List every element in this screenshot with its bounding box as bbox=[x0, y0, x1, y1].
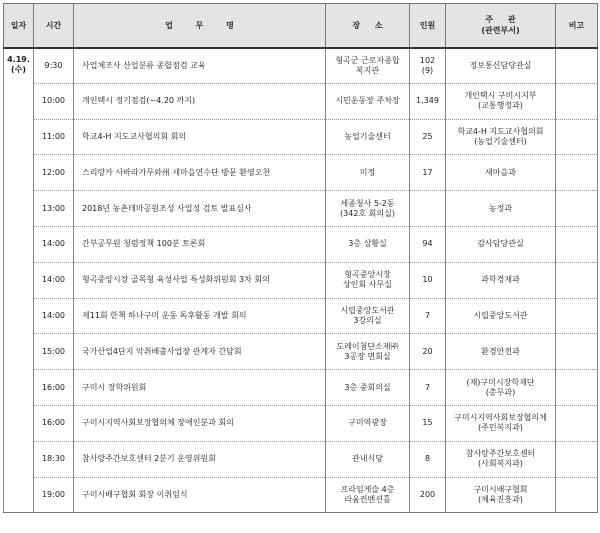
people-cell bbox=[410, 477, 446, 513]
task-cell: 2018년 농촌테마공원조성 사업성 검토 발표심사 bbox=[74, 191, 326, 227]
host-line: 참사랑주간보호센터 bbox=[465, 449, 536, 459]
time-cell: 9:30 bbox=[34, 48, 74, 84]
table-row bbox=[4, 48, 598, 84]
host-cell bbox=[446, 226, 556, 262]
note-cell bbox=[556, 334, 598, 370]
task-cell: 스리랑카 사바라가무와州 새마을연수단 방문 환영오찬 bbox=[74, 155, 326, 191]
host-line: (총무과) bbox=[485, 387, 516, 397]
table-row bbox=[4, 441, 598, 477]
header-note: 비고 bbox=[556, 4, 598, 48]
place-cell bbox=[326, 334, 410, 370]
people-line: 25 bbox=[422, 131, 433, 141]
place-line: 구미역광장 bbox=[348, 418, 387, 428]
people-line: (9) bbox=[421, 65, 434, 75]
place-cell bbox=[326, 155, 410, 191]
date-line1: 4.19. bbox=[7, 54, 30, 64]
host-line: 개인택시 구미시지부 bbox=[464, 91, 537, 101]
time-cell: 14:00 bbox=[34, 226, 74, 262]
host-cell bbox=[446, 262, 556, 298]
host-line: 구미시배구협회 bbox=[473, 484, 528, 494]
time-cell: 12:00 bbox=[34, 155, 74, 191]
people-cell bbox=[410, 405, 446, 441]
host-line: 구미시지역사회보장협의체 bbox=[454, 413, 547, 423]
table-row bbox=[4, 405, 598, 441]
time-cell: 16:00 bbox=[34, 405, 74, 441]
host-cell bbox=[446, 477, 556, 513]
host-line: 과학경제과 bbox=[481, 275, 520, 285]
people-cell bbox=[410, 119, 446, 155]
place-line: 3공장 면회실 bbox=[344, 351, 391, 361]
place-cell bbox=[326, 298, 410, 334]
place-line: 농업기술센터 bbox=[344, 131, 391, 141]
host-line: 학교4-H 지도교사협의회 bbox=[457, 126, 544, 136]
table-row bbox=[4, 191, 598, 227]
people-line: 7 bbox=[424, 382, 431, 392]
note-cell bbox=[556, 155, 598, 191]
time-cell: 15:00 bbox=[34, 334, 74, 370]
time-cell: 13:00 bbox=[34, 191, 74, 227]
people-cell bbox=[410, 370, 446, 406]
place-line: 형곡중앙시장 bbox=[344, 270, 391, 280]
place-line: 3층 상황실 bbox=[348, 239, 387, 249]
place-cell bbox=[326, 477, 410, 513]
table-row bbox=[4, 477, 598, 513]
place-cell bbox=[326, 83, 410, 119]
host-cell bbox=[446, 334, 556, 370]
table-row bbox=[4, 226, 598, 262]
people-line: 7 bbox=[424, 310, 431, 320]
host-line: 환경안전과 bbox=[481, 346, 520, 356]
header-task bbox=[74, 4, 326, 48]
host-cell bbox=[446, 191, 556, 227]
people-line: 94 bbox=[422, 239, 433, 249]
table-row bbox=[4, 83, 598, 119]
header-host-label: 주 관 bbox=[485, 15, 522, 25]
task-cell: 국가산업4단지 악취배출사업장 관계자 간담회 bbox=[74, 334, 326, 370]
people-cell bbox=[410, 334, 446, 370]
place-cell bbox=[326, 48, 410, 84]
table-row bbox=[4, 298, 598, 334]
header-people: 인원 bbox=[410, 4, 446, 48]
host-cell bbox=[446, 83, 556, 119]
place-line: 3강의실 bbox=[353, 315, 382, 325]
place-cell bbox=[326, 119, 410, 155]
header-time: 시간 bbox=[34, 4, 74, 48]
note-cell bbox=[556, 477, 598, 513]
header-place bbox=[326, 4, 410, 48]
host-line: (교통행정과) bbox=[478, 101, 523, 111]
table-row bbox=[4, 119, 598, 155]
time-cell: 18:30 bbox=[34, 441, 74, 477]
schedule-table bbox=[3, 3, 598, 513]
host-line: (재)구미시장학재단 bbox=[466, 377, 535, 387]
time-cell: 19:00 bbox=[34, 477, 74, 513]
place-cell bbox=[326, 370, 410, 406]
people-line: 200 bbox=[419, 489, 436, 499]
header-date: 일자 bbox=[4, 4, 34, 48]
people-cell bbox=[410, 191, 446, 227]
people-cell bbox=[410, 155, 446, 191]
place-line: 관내식당 bbox=[352, 454, 383, 464]
note-cell bbox=[556, 405, 598, 441]
note-cell bbox=[556, 83, 598, 119]
table-row bbox=[4, 155, 598, 191]
people-cell bbox=[410, 83, 446, 119]
table-row bbox=[4, 370, 598, 406]
header-task-label: 업 무 명 bbox=[165, 20, 244, 30]
host-cell bbox=[446, 405, 556, 441]
task-cell: 간부공무원 청렴정책 100분 토론회 bbox=[74, 226, 326, 262]
place-line: 프라임게슬 4층 bbox=[340, 484, 395, 494]
header-host bbox=[446, 4, 556, 48]
host-cell bbox=[446, 155, 556, 191]
place-line: (342호 회의실) bbox=[340, 208, 395, 218]
place-line: 시민운동장 주차장 bbox=[335, 96, 400, 106]
time-cell: 16:00 bbox=[34, 370, 74, 406]
place-line: 형곡군 근로자종합 bbox=[335, 55, 400, 65]
note-cell bbox=[556, 119, 598, 155]
place-line: 미정 bbox=[359, 167, 376, 177]
task-cell: 개인택시 정기점검(~4.20 까지) bbox=[74, 83, 326, 119]
host-line: (주민복지과) bbox=[478, 423, 523, 433]
note-cell bbox=[556, 298, 598, 334]
people-cell bbox=[410, 441, 446, 477]
table-header bbox=[4, 4, 598, 48]
people-line: 10 bbox=[422, 275, 433, 285]
task-cell: 제11회 한책 하나구미 운동 독후활동 개발 회의 bbox=[74, 298, 326, 334]
host-line: 정보통신담당관실 bbox=[469, 60, 532, 70]
people-cell bbox=[410, 298, 446, 334]
people-line: 17 bbox=[422, 167, 433, 177]
host-cell bbox=[446, 298, 556, 334]
people-cell bbox=[410, 262, 446, 298]
people-line: 15 bbox=[422, 418, 433, 428]
people-cell bbox=[410, 226, 446, 262]
place-line: 도레이첨단소재㈜ bbox=[336, 341, 399, 351]
note-cell bbox=[556, 441, 598, 477]
task-cell: 형곡중앙시장 골목형 육성사업 특성화위원회 3차 회의 bbox=[74, 262, 326, 298]
people-line: 20 bbox=[422, 346, 433, 356]
note-cell bbox=[556, 370, 598, 406]
time-cell: 10:00 bbox=[34, 83, 74, 119]
note-cell bbox=[556, 226, 598, 262]
people-line: 1,349 bbox=[416, 96, 439, 106]
host-line: 농정과 bbox=[488, 203, 513, 213]
place-cell bbox=[326, 441, 410, 477]
host-line: (체육진흥과) bbox=[478, 494, 523, 504]
table-row bbox=[4, 334, 598, 370]
task-cell: 구미시 장학위원회 bbox=[74, 370, 326, 406]
note-cell bbox=[556, 48, 598, 84]
time-cell: 11:00 bbox=[34, 119, 74, 155]
task-cell: 학교4-H 지도교사협의회 회의 bbox=[74, 119, 326, 155]
host-line: (사회복지과) bbox=[478, 459, 523, 469]
task-cell: 구미시지역사회보장협의체 장애인분과 회의 bbox=[74, 405, 326, 441]
note-cell bbox=[556, 262, 598, 298]
place-line: 3층 중회의실 bbox=[344, 382, 391, 392]
place-line: 복지관 bbox=[355, 65, 380, 75]
time-cell: 14:00 bbox=[34, 298, 74, 334]
task-cell: 사업체조사 산업분류 종합점검 교육 bbox=[74, 48, 326, 84]
time-cell: 14:00 bbox=[34, 262, 74, 298]
host-cell bbox=[446, 119, 556, 155]
host-line: 감사담당관실 bbox=[477, 239, 524, 249]
task-cell: 참사랑주간보호센터 2분기 운영위원회 bbox=[74, 441, 326, 477]
place-cell bbox=[326, 262, 410, 298]
header-place-label: 장 소 bbox=[352, 20, 389, 30]
host-line: 새마을과 bbox=[485, 167, 516, 177]
note-cell bbox=[556, 191, 598, 227]
place-cell bbox=[326, 226, 410, 262]
header-host-sub: (관련부서) bbox=[481, 26, 520, 36]
place-line: 상인회 사무실 bbox=[343, 280, 392, 290]
task-cell: 구미시배구협회 회장 이취임식 bbox=[74, 477, 326, 513]
table-body bbox=[4, 48, 598, 513]
place-line: 시립중앙도서관 bbox=[340, 305, 395, 315]
host-line: (농업기술센터) bbox=[474, 136, 527, 146]
place-line: 라움컨벤션홀 bbox=[344, 494, 391, 504]
place-line: 세종청사 5-2동 bbox=[340, 198, 395, 208]
date-line2: (수) bbox=[10, 64, 27, 74]
people-line: 102 bbox=[419, 55, 436, 65]
host-cell bbox=[446, 370, 556, 406]
people-line: 8 bbox=[424, 454, 431, 464]
place-cell bbox=[326, 405, 410, 441]
host-cell bbox=[446, 441, 556, 477]
host-cell bbox=[446, 48, 556, 84]
table-row bbox=[4, 262, 598, 298]
date-cell bbox=[4, 48, 34, 513]
host-line: 시립중앙도서관 bbox=[473, 310, 528, 320]
people-cell bbox=[410, 48, 446, 84]
place-cell bbox=[326, 191, 410, 227]
